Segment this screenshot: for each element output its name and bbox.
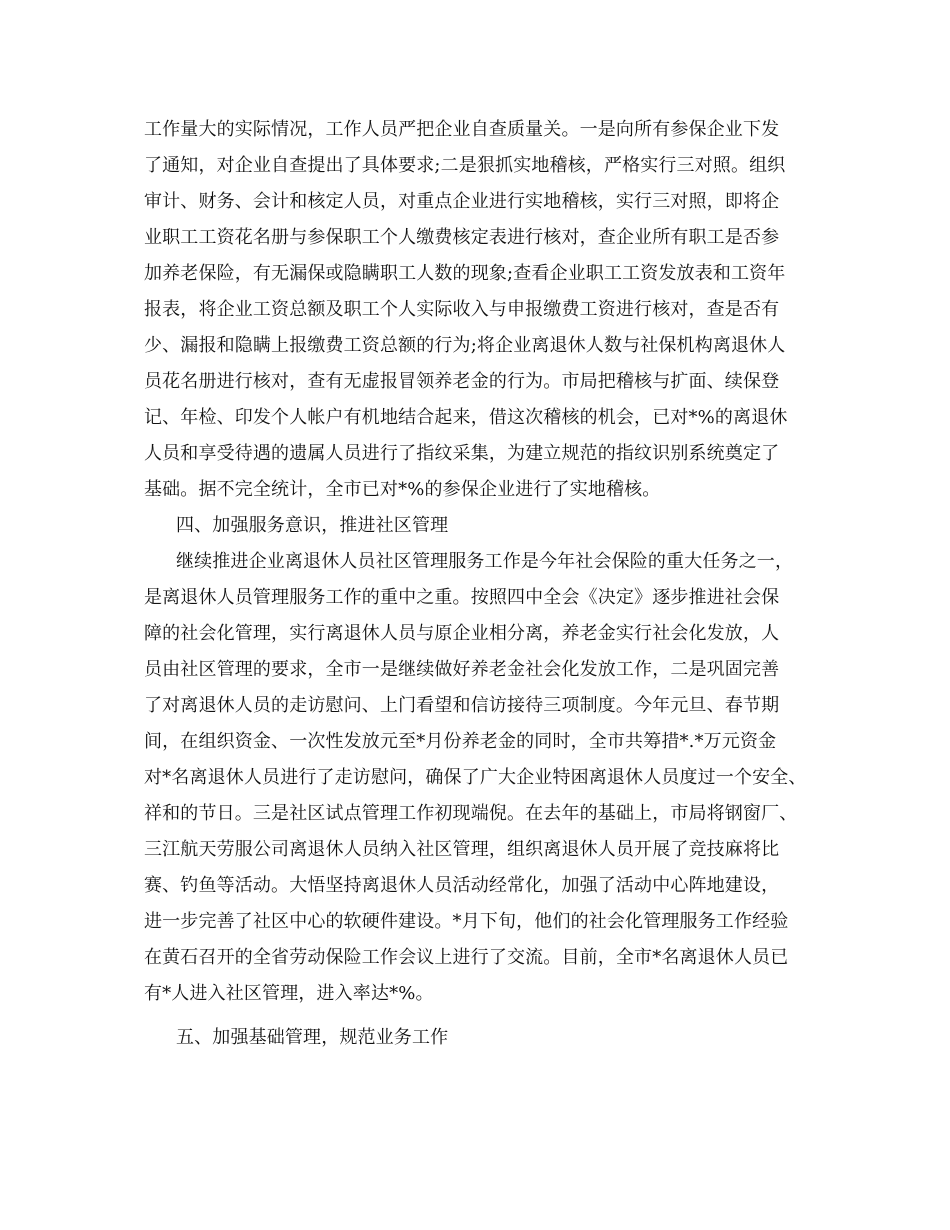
paragraph-line: 报表，将企业工资总额及职工个人实际收入与申报缴费工资进行核对，查是否有 xyxy=(144,299,780,320)
paragraph-line: 祥和的节日。三是社区试点管理工作初现端倪。在去年的基础上，市局将钢窗厂、 xyxy=(144,803,798,824)
paragraph-line: 了通知，对企业自查提出了具体要求;二是狠抓实地稽核，严格实行三对照。组织 xyxy=(144,155,786,176)
paragraph-line: 业职工工资花名册与参保职工个人缴费核定表进行核对，查企业所有职工是否参 xyxy=(144,227,780,248)
section-heading-5: 五、加强基础管理，规范业务工作 xyxy=(176,1027,449,1048)
paragraph-line: 进一步完善了社区中心的软硬件建设。*月下旬，他们的社会化管理服务工作经验 xyxy=(144,911,789,932)
paragraph-line: 障的社会化管理，实行离退休人员与原企业相分离，养老金实行社会化发放，人 xyxy=(144,623,780,644)
paragraph-line: 三江航天劳服公司离退休人员纳入社区管理，组织离退休人员开展了竞技麻将比 xyxy=(144,839,780,860)
paragraph-line: 在黄石召开的全省劳动保险工作会议上进行了交流。目前，全市*名离退休人员已 xyxy=(144,947,789,968)
paragraph-line: 记、年检、印发个人帐户有机地结合起来，借这次稽核的机会，已对*%的离退休 xyxy=(144,407,788,428)
paragraph-line: 基础。据不完全统计，全市已对*%的参保企业进行了实地稽核。 xyxy=(144,479,661,500)
paragraph-line: 有*人进入社区管理，进入率达*%。 xyxy=(144,983,434,1004)
paragraph-line: 对*名离退休人员进行了走访慰问，确保了广大企业特困离退休人员度过一个安全、 xyxy=(144,767,807,788)
paragraph-line: 加养老保险，有无漏保或隐瞒职工人数的现象;查看企业职工工资发放表和工资年 xyxy=(144,263,786,284)
paragraph-line: 间，在组织资金、一次性发放元至*月份养老金的同时，全市共筹措*.*万元资金 xyxy=(144,731,777,752)
paragraph-line: 少、漏报和隐瞒上报缴费工资总额的行为;将企业离退休人数与社保机构离退休人 xyxy=(144,335,786,356)
paragraph-line: 员花名册进行核对，查有无虚报冒领养老金的行为。市局把稽核与扩面、续保登 xyxy=(144,371,780,392)
paragraph-line: 人员和享受待遇的遗属人员进行了指纹采集，为建立规范的指纹识别系统奠定了 xyxy=(144,443,780,464)
paragraph-line: 继续推进企业离退休人员社区管理服务工作是今年社会保险的重大任务之一， xyxy=(176,551,794,572)
paragraph-line: 赛、钓鱼等活动。大悟坚持离退休人员活动经常化，加强了活动中心阵地建设， xyxy=(144,875,780,896)
paragraph-line: 审计、财务、会计和核定人员，对重点企业进行实地稽核，实行三对照，即将企 xyxy=(144,191,780,212)
section-heading-4: 四、加强服务意识，推进社区管理 xyxy=(176,515,449,536)
paragraph-line: 是离退休人员管理服务工作的重中之重。按照四中全会《决定》逐步推进社会保 xyxy=(144,587,780,608)
paragraph-line: 了对离退休人员的走访慰问、上门看望和信访接待三项制度。今年元旦、春节期 xyxy=(144,695,780,716)
paragraph-line: 员由社区管理的要求，全市一是继续做好养老金社会化发放工作，二是巩固完善 xyxy=(144,659,780,680)
paragraph-line: 工作量大的实际情况，工作人员严把企业自查质量关。一是向所有参保企业下发 xyxy=(144,119,780,140)
